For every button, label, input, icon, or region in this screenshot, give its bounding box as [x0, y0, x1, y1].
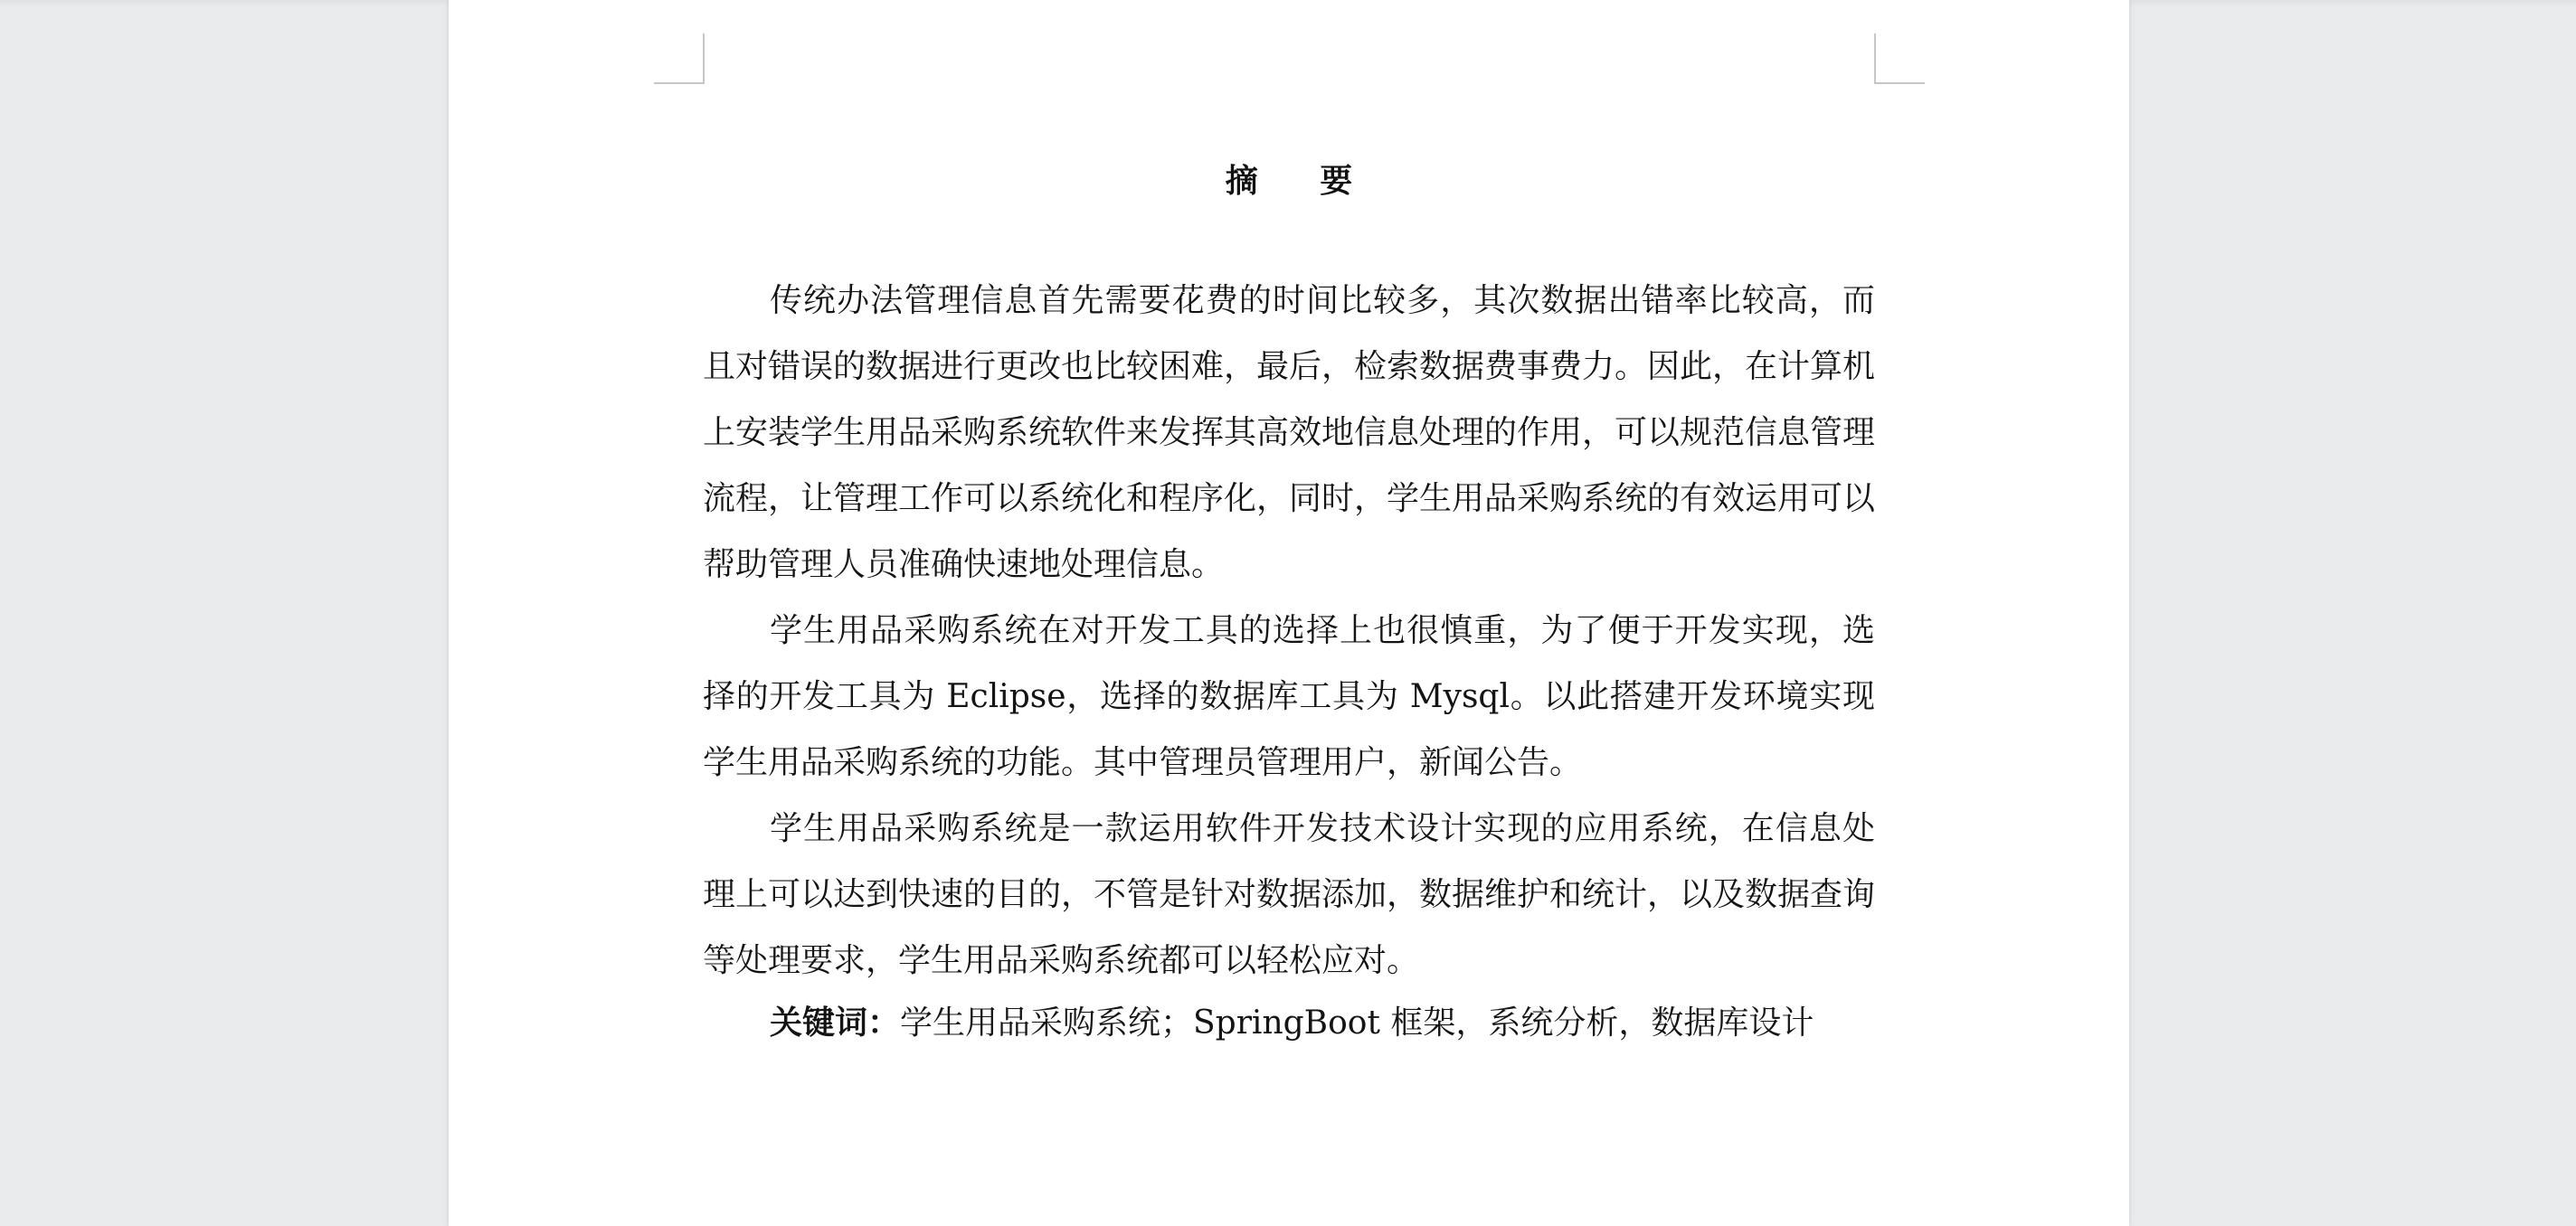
keywords-text: 学生用品采购系统；SpringBoot 框架，系统分析，数据库设计: [900, 1004, 1814, 1042]
abstract-paragraph-1: 传统办法管理信息首先需要花费的时间比较多，其次数据出错率比较高，而且对错误的数据进行更改也比较困难，最后，检索数据费事费力。因此，在计算机上安装学生用品采购系统软件来发挥其高效地信息处理的作用，可以规范信息管理流程，让管理工作可以系统化和程序化，同时，学生用品采购系统的有效运用可以帮助管理人员准确快速地处理信息。: [703, 282, 1876, 583]
abstract-body: [703, 268, 1875, 1052]
margin-corner-mark-top-right: [1874, 33, 1925, 84]
abstract-paragraph-3: 学生用品采购系统是一款运用软件开发技术设计实现的应用系统，在信息处理上可以达到快速的目的，不管是针对数据添加，数据维护和统计，以及数据查询等处理要求，学生用品采购系统都可以轻松应对。: [703, 810, 1876, 979]
keywords-line: [703, 994, 1875, 1052]
abstract-paragraph-2: 学生用品采购系统在对开发工具的选择上也很慎重，为了便于开发实现，选择的开发工具为 Eclipse，选择的数据库工具为 Mysql。以此搭建开发环境实现学生用品采购系统的功能。其中管理员管理用户，新闻公告。: [703, 612, 1875, 781]
document-page[interactable]: [449, 0, 2129, 1226]
keywords-label: 关键词：: [770, 1004, 901, 1042]
abstract-title: 摘 要: [1225, 162, 1378, 200]
margin-corner-mark-top-left: [654, 33, 705, 84]
